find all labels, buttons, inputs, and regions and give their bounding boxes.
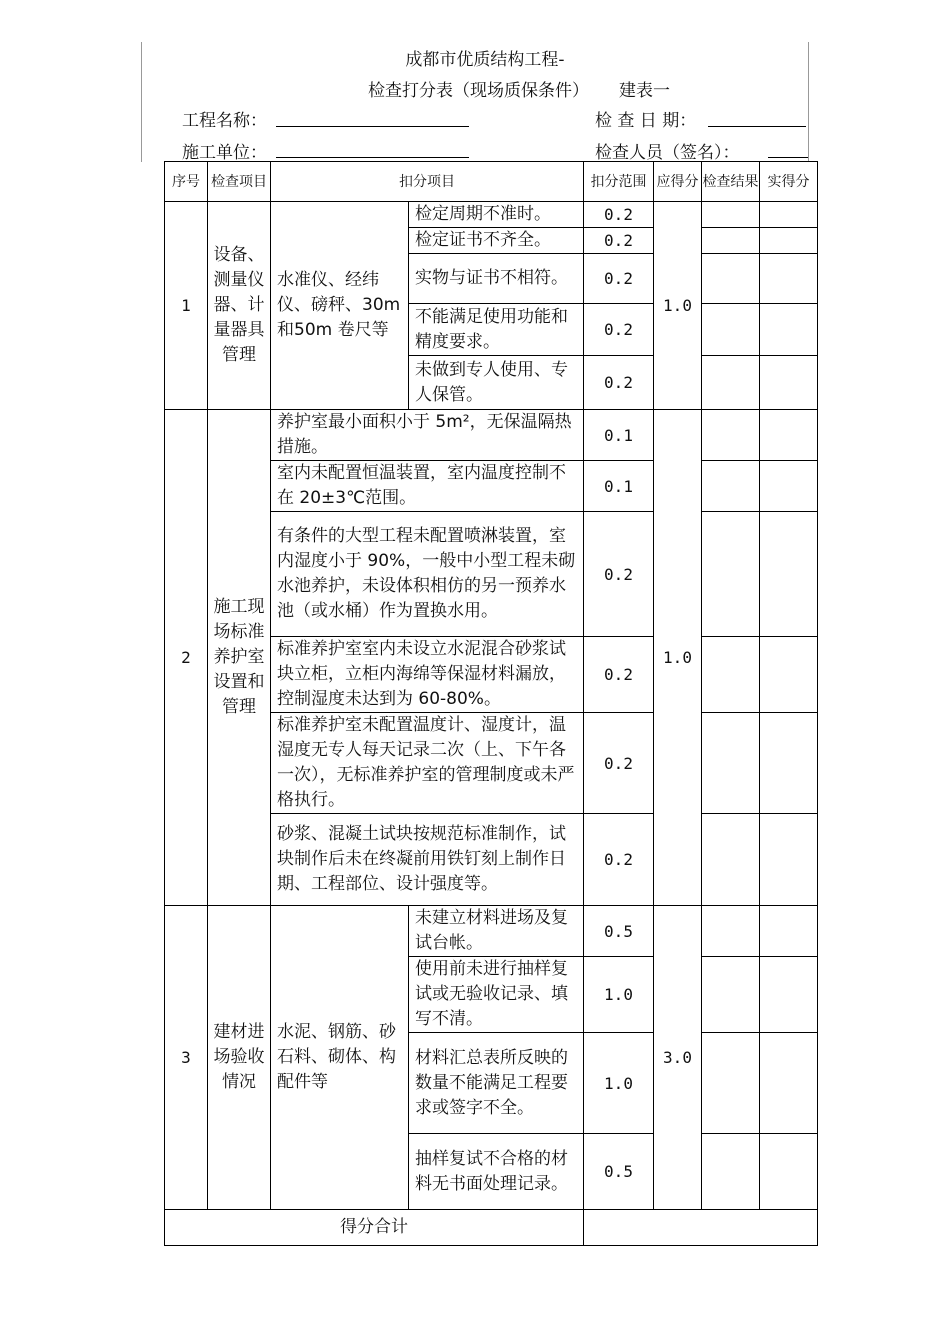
header-seq: 序号 bbox=[165, 162, 208, 202]
section-category: 建材进场验收情况 bbox=[208, 906, 271, 1210]
actual-score-cell[interactable] bbox=[760, 906, 818, 957]
section-category: 施工现场标准养护室设置和管理 bbox=[208, 410, 271, 906]
form-subtitle bbox=[368, 76, 670, 101]
contractor-label: 施工单位： bbox=[182, 143, 267, 163]
deduction-range: 0.1 bbox=[584, 461, 654, 512]
project-name-label: 工程名称： bbox=[182, 111, 267, 131]
deduction-item: 检定证书不齐全。 bbox=[409, 228, 584, 254]
actual-score-cell[interactable] bbox=[760, 254, 818, 304]
check-result-cell[interactable] bbox=[702, 356, 760, 410]
deduction-item: 材料汇总表所反映的数量不能满足工程要求或签字不全。 bbox=[409, 1033, 584, 1134]
due-score: 3.0 bbox=[654, 906, 702, 1210]
deduction-range: 0.2 bbox=[584, 356, 654, 410]
deduction-range: 0.2 bbox=[584, 228, 654, 254]
score-table bbox=[164, 161, 818, 1246]
section-category: 设备、测量仪器、计量器具管理 bbox=[208, 202, 271, 410]
deduction-range: 0.2 bbox=[584, 814, 654, 906]
check-result-cell[interactable] bbox=[702, 1033, 760, 1134]
section-subcategory: 水泥、钢筋、砂石料、砌体、构配件等 bbox=[271, 906, 409, 1210]
actual-score-cell[interactable] bbox=[760, 637, 818, 713]
check-result-cell[interactable] bbox=[702, 461, 760, 512]
actual-score-cell[interactable] bbox=[760, 228, 818, 254]
subtitle-text: 检查打分表（现场质保条件） bbox=[368, 81, 589, 101]
section-seq: 2 bbox=[165, 410, 208, 906]
check-result-cell[interactable] bbox=[702, 637, 760, 713]
header-actual-score: 实得分 bbox=[760, 162, 818, 202]
actual-score-cell[interactable] bbox=[760, 713, 818, 814]
deduction-item: 砂浆、混凝土试块按规范标准制作，试块制作后未在终凝前用铁钉刻上制作日期、工程部位、设计强度等。 bbox=[271, 814, 584, 906]
deduction-item: 使用前未进行抽样复试或无验收记录、填写不清。 bbox=[409, 957, 584, 1033]
inspector-label: 检查人员（签名）： bbox=[595, 143, 740, 163]
contractor-field[interactable] bbox=[276, 157, 469, 158]
check-result-cell[interactable] bbox=[702, 202, 760, 228]
deduction-range: 0.2 bbox=[584, 713, 654, 814]
deduction-range: 0.1 bbox=[584, 410, 654, 461]
deduction-item: 不能满足使用功能和精度要求。 bbox=[409, 304, 584, 356]
total-row bbox=[165, 1210, 818, 1246]
section-subcategory: 水准仪、经纬仪、磅秤、30m和50m 卷尺等 bbox=[271, 202, 409, 410]
actual-score-cell[interactable] bbox=[760, 461, 818, 512]
header-deduction-range: 扣分范围 bbox=[584, 162, 654, 202]
deduction-range: 0.5 bbox=[584, 906, 654, 957]
deduction-range: 0.2 bbox=[584, 512, 654, 637]
actual-score-cell[interactable] bbox=[760, 1134, 818, 1210]
actual-score-cell[interactable] bbox=[760, 410, 818, 461]
check-result-cell[interactable] bbox=[702, 228, 760, 254]
header-check-result: 检查结果 bbox=[702, 162, 760, 202]
deduction-item: 未做到专人使用、专人保管。 bbox=[409, 356, 584, 410]
check-result-cell[interactable] bbox=[702, 254, 760, 304]
deduction-item: 标准养护室室内未设立水泥混合砂浆试块立柜，立柜内海绵等保湿材料漏放，控制湿度未达到为 60-80%。 bbox=[271, 637, 584, 713]
actual-score-cell[interactable] bbox=[760, 304, 818, 356]
table-row bbox=[165, 202, 818, 228]
deduction-item: 检定周期不准时。 bbox=[409, 202, 584, 228]
table-row bbox=[165, 906, 818, 957]
actual-score-cell[interactable] bbox=[760, 512, 818, 637]
header-deduction-item: 扣分项目 bbox=[271, 162, 584, 202]
header-row bbox=[165, 162, 818, 202]
deduction-range: 0.2 bbox=[584, 254, 654, 304]
check-result-cell[interactable] bbox=[702, 512, 760, 637]
check-result-cell[interactable] bbox=[702, 304, 760, 356]
section-seq: 3 bbox=[165, 906, 208, 1210]
actual-score-cell[interactable] bbox=[760, 202, 818, 228]
inspection-date-field[interactable] bbox=[708, 126, 806, 127]
deduction-item: 标准养护室未配置温度计、湿度计，温湿度无专人每天记录二次（上、下午各一次），无标准养护室的管理制度或未严格执行。 bbox=[271, 713, 584, 814]
check-result-cell[interactable] bbox=[702, 957, 760, 1033]
actual-score-cell[interactable] bbox=[760, 814, 818, 906]
check-result-cell[interactable] bbox=[702, 410, 760, 461]
check-result-cell[interactable] bbox=[702, 713, 760, 814]
inspector-signature-field[interactable] bbox=[768, 157, 808, 158]
inspection-date-label: 检 查 日 期： bbox=[595, 111, 697, 131]
actual-score-cell[interactable] bbox=[760, 957, 818, 1033]
deduction-range: 0.2 bbox=[584, 202, 654, 228]
actual-score-cell[interactable] bbox=[760, 1033, 818, 1134]
due-score: 1.0 bbox=[654, 202, 702, 410]
due-score: 1.0 bbox=[654, 410, 702, 906]
section-seq: 1 bbox=[165, 202, 208, 410]
deduction-range: 1.0 bbox=[584, 1033, 654, 1134]
deduction-range: 0.5 bbox=[584, 1134, 654, 1210]
deduction-range: 0.2 bbox=[584, 637, 654, 713]
check-result-cell[interactable] bbox=[702, 906, 760, 957]
actual-score-cell[interactable] bbox=[760, 356, 818, 410]
deduction-item: 实物与证书不相符。 bbox=[409, 254, 584, 304]
check-result-cell[interactable] bbox=[702, 1134, 760, 1210]
header-check-item: 检查项目 bbox=[208, 162, 271, 202]
check-result-cell[interactable] bbox=[702, 814, 760, 906]
form-code: 建表一 bbox=[619, 81, 670, 101]
deduction-item: 抽样复试不合格的材料无书面处理记录。 bbox=[409, 1134, 584, 1210]
header-due-score: 应得分 bbox=[654, 162, 702, 202]
table-row bbox=[165, 410, 818, 461]
deduction-item: 未建立材料进场及复试台帐。 bbox=[409, 906, 584, 957]
deduction-range: 0.2 bbox=[584, 304, 654, 356]
total-score-cell[interactable] bbox=[584, 1210, 818, 1246]
form-title: 成都市优质结构工程- bbox=[405, 50, 565, 70]
deduction-item: 养护室最小面积小于 5m²，无保温隔热措施。 bbox=[271, 410, 584, 461]
deduction-item: 有条件的大型工程未配置喷淋装置，室内湿度小于 90%，一般中小型工程未砌水池养护，未设体积相仿的另一预养水池（或水桶）作为置换水用。 bbox=[271, 512, 584, 637]
deduction-range: 1.0 bbox=[584, 957, 654, 1033]
project-name-field[interactable] bbox=[276, 126, 469, 127]
deduction-item: 室内未配置恒温装置，室内温度控制不在 20±3℃范围。 bbox=[271, 461, 584, 512]
total-label: 得分合计 bbox=[165, 1210, 584, 1246]
